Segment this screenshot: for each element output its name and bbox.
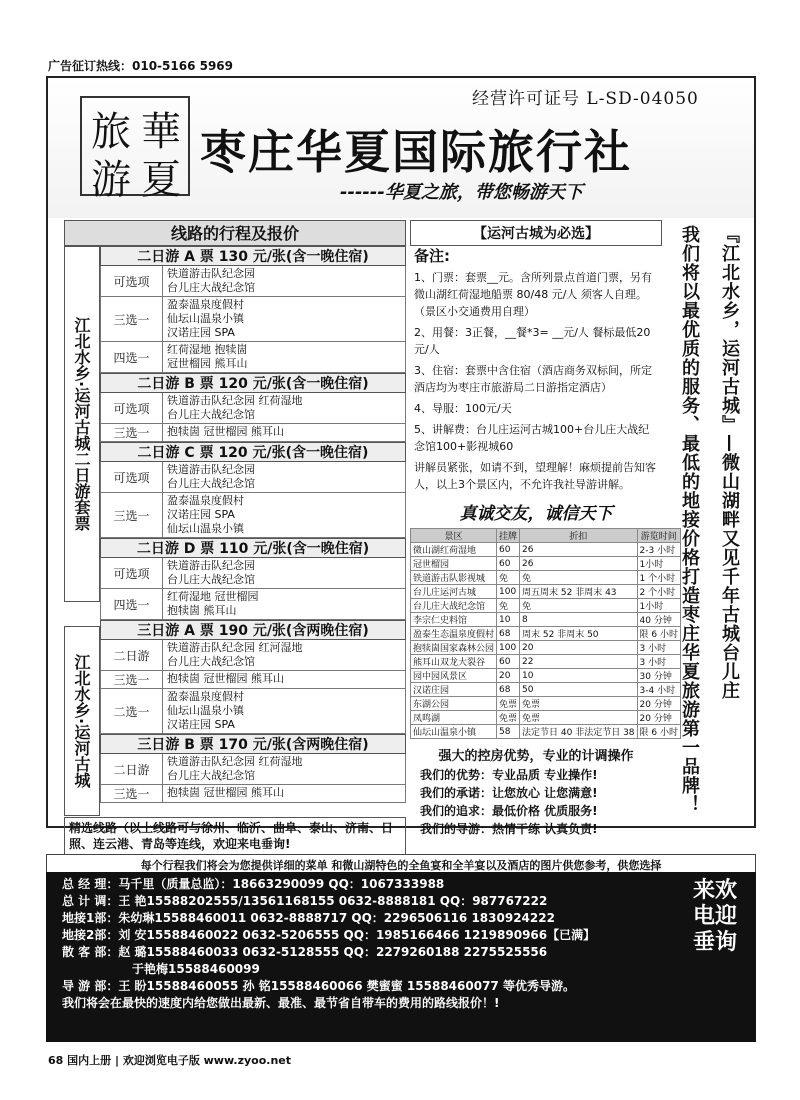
scenic-row [411, 599, 681, 613]
scenic-row [411, 711, 681, 725]
scenic-cell: 东湖公园 [411, 697, 497, 711]
scenic-row [411, 697, 681, 711]
scenic-row [411, 543, 681, 557]
package-row [100, 671, 406, 689]
logo-char: 游 [91, 157, 131, 203]
scenic-cell: 8 [520, 613, 638, 627]
option-type: 二选一 [101, 689, 163, 733]
package-row [100, 493, 406, 538]
contact-panel [46, 872, 756, 1042]
option-sites: 盈泰温泉度假村 仙坛山温泉小镇 汉诺庄园 SPA [167, 298, 244, 339]
package-row [100, 424, 406, 442]
scenic-cell: 汉诺庄园 [411, 683, 497, 697]
scenic-cell: 26 [520, 543, 638, 557]
option-sites: 红荷湿地 冠世榴园 抱犊崮 熊耳山 [167, 590, 259, 617]
contact-line: 散 客 部：赵 璐15588460033 0632-5128555 QQ：2279260188 2275525556 [62, 945, 548, 959]
must-see-head: 【运河古城为必选】 [410, 220, 662, 246]
scenic-cell: 台儿庄大战纪念馆 [411, 599, 497, 613]
option-type: 三选一 [101, 424, 163, 441]
scenic-cell: 1小时 [637, 557, 680, 571]
option-type: 可选项 [101, 393, 163, 423]
option-sites: 盈泰温泉度假村 汉诺庄园 SPA 仙坛山温泉小镇 [167, 494, 244, 535]
advantage-item: 我们的追求：最低价格 优质服务! [420, 804, 598, 818]
package-title: 二日游 C 票 120 元/张(含一晚住宿) [100, 442, 406, 462]
option-type: 可选项 [101, 266, 163, 296]
scenic-cell: 2 个小时 [637, 585, 680, 599]
scenic-cell: 26 [520, 557, 638, 571]
scenic-row [411, 557, 681, 571]
scenic-cell: 100 [497, 641, 520, 655]
package-row [100, 589, 406, 620]
option-type: 二日游 [101, 640, 163, 670]
menu-note: 每个行程我们将会为您提供详细的菜单 和微山湖特色的全鱼宴和全羊宴以及酒店的图片供您参考，供您选择 [46, 854, 756, 876]
scenic-cell: 抱犊崮国家森林公园 [411, 641, 497, 655]
option-sites: 铁道游击队纪念园 台儿庄大战纪念馆 [167, 559, 255, 586]
scenic-cell: 微山湖红荷湿地 [411, 543, 497, 557]
package [100, 620, 406, 734]
scenic-cell: 3 小时 [637, 641, 680, 655]
scenic-cell: 周末 52 非周末 50 [520, 627, 638, 641]
option-sites: 铁道游击队纪念园 红河湿地 台儿庄大战纪念馆 [167, 641, 303, 668]
package-row [100, 754, 406, 785]
scenic-header-cell: 折扣 [520, 529, 638, 543]
scenic-row [411, 627, 681, 641]
scenic-cell: 22 [520, 655, 638, 669]
scenic-cell: 68 [497, 683, 520, 697]
scenic-header-row [411, 529, 681, 543]
company-title: 枣庄华夏国际旅行社 [200, 125, 632, 179]
option-sites: 铁道游击队纪念园 台儿庄大战纪念馆 [167, 267, 255, 294]
scenic-cell: 3-4 小时 [637, 683, 680, 697]
note-item: 讲解员紧张，如请不到，望理解！麻烦提前告知客人，以上3个景区内，不允许我社导游讲解。 [414, 461, 656, 491]
ad-hotline: 广告征订热线：010-5166 5969 [48, 59, 234, 73]
scenic-cell: 60 [497, 557, 520, 571]
scenic-row [411, 683, 681, 697]
option-type: 三选一 [101, 493, 163, 537]
page-footer: 68 国内上册 | 欢迎浏览电子版 www.zyoo.net [48, 1054, 292, 1067]
contact-line: 地接1部：朱幼琳15588460011 0632-8888717 QQ：2296506116 1830924222 [62, 911, 555, 925]
scenic-cell: 2-3 小时 [637, 543, 680, 557]
scenic-header-cell: 景区 [411, 529, 497, 543]
logo [80, 96, 190, 203]
scenic-header-cell: 挂牌 [497, 529, 520, 543]
logo-char: 華 [141, 109, 181, 155]
notes-list [410, 267, 662, 495]
note-item: 3、住宿：套票中含住宿（酒店商务双标间，所定酒店均为枣庄市旅游局二日游指定酒店） [414, 364, 652, 394]
scenic-row [411, 725, 681, 739]
scenic-row [411, 571, 681, 585]
option-sites: 红荷湿地 抱犊崮 冠世榴园 熊耳山 [167, 343, 248, 370]
ask-char: 垂 [692, 930, 715, 955]
advantage-list [410, 766, 662, 838]
note-item: 2、用餐：3正餐，__餐*3= __元/人 餐标最低20元/人 [414, 326, 651, 356]
scenic-cell: 免票 [520, 697, 638, 711]
scenic-cell: 免 [497, 571, 520, 585]
scenic-cell: 3 小时 [637, 655, 680, 669]
scenic-cell: 20 分钟 [637, 697, 680, 711]
option-sites: 抱犊崮 冠世榴园 熊耳山 [167, 672, 284, 685]
slogan: ------华夏之旅，带您畅游天下 [340, 182, 583, 203]
scenic-cell: 20 [497, 669, 520, 683]
scenic-cell: 盈泰生态温泉度假村 [411, 627, 497, 641]
scenic-row [411, 669, 681, 683]
note-item: 4、导服：100元/天 [414, 402, 512, 415]
option-type: 二日游 [101, 754, 163, 784]
license-number: 经营许可证号 L-SD-04050 [472, 89, 699, 109]
package-row [100, 462, 406, 493]
package-row [100, 297, 406, 342]
contact-line: 总 经 理：马千里（质量总监）：18663290099 QQ：1067333988 [62, 877, 445, 891]
scenic-header-cell: 游览时间 [637, 529, 680, 543]
package-title: 三日游 B 票 170 元/张(含两晚住宿) [100, 734, 406, 754]
scenic-cell: 30 分钟 [637, 669, 680, 683]
notes-column [410, 220, 678, 838]
package-row [100, 558, 406, 589]
scenic-cell: 凤鸣湖 [411, 711, 497, 725]
option-type: 可选项 [101, 558, 163, 588]
vertical-slogan-town: 『江北水乡，运河古城』—微山湖畔又见千年古城台儿庄 [719, 225, 740, 700]
scenic-cell: 周五周末 52 非周末 43 [520, 585, 638, 599]
contact-line: 导 游 部：王 盼15588460055 孙 铭15588460066 樊蜜蜜 15588460077 等优秀导游。 [62, 979, 575, 993]
scenic-row [411, 641, 681, 655]
scenic-cell: 60 [497, 543, 520, 557]
table-head: 线路的行程及报价 [64, 220, 406, 246]
option-type: 四选一 [101, 589, 163, 619]
call-us-badge [680, 878, 750, 956]
advantage-item: 我们的导游：热情干练 认真负责! [420, 822, 598, 836]
package-row [100, 342, 406, 373]
contact-line: 于艳梅15588460099 [132, 962, 260, 976]
scenic-cell: 铁道游击队影视城 [411, 571, 497, 585]
ask-char: 欢 [715, 878, 738, 903]
option-sites: 铁道游击队纪念园 红荷湿地 台儿庄大战纪念馆 [167, 755, 303, 782]
option-type: 三选一 [101, 671, 163, 688]
scenic-cell: 台儿庄运河古城 [411, 585, 497, 599]
scenic-cell: 法定节日 40 非法定节日 38 [520, 725, 638, 739]
package-row [100, 266, 406, 297]
option-sites: 铁道游击队纪念园 台儿庄大战纪念馆 [167, 463, 255, 490]
package [100, 373, 406, 442]
advantage-item: 我们的承诺：让您放心 让您满意! [420, 786, 598, 800]
scenic-cell: 50 [520, 683, 638, 697]
scenic-row [411, 655, 681, 669]
ask-char: 电 [692, 904, 715, 929]
scenic-cell: 68 [497, 627, 520, 641]
option-type: 四选一 [101, 342, 163, 372]
package [100, 538, 406, 620]
option-type: 可选项 [101, 462, 163, 492]
scenic-cell: 限 6 小时 [637, 725, 680, 739]
scenic-row [411, 585, 681, 599]
logo-char: 旅 [91, 109, 131, 155]
package-list [64, 246, 406, 803]
contact-line: 地接2部：刘 安15588460022 0632-5206555 QQ：1985166466 1219890966【已满】 [62, 928, 596, 942]
note-item: 5、讲解费：台儿庄运河古城100+台儿庄大战纪念馆100+影视城60 [414, 423, 650, 453]
option-sites: 盈泰温泉度假村 仙坛山温泉小镇 汉诺庄园 SPA [167, 690, 244, 731]
package-row [100, 785, 406, 803]
option-sites: 铁道游击队纪念园 红荷湿地 台儿庄大战纪念馆 [167, 394, 303, 421]
ask-char: 来 [692, 878, 715, 903]
option-type: 三选一 [101, 785, 163, 802]
scenic-cell: 园中园风景区 [411, 669, 497, 683]
motto: 真诚交友，诚信天下 [459, 504, 613, 524]
package-row [100, 640, 406, 671]
scenic-cell: 免票 [497, 697, 520, 711]
scenic-cell: 20 [520, 641, 638, 655]
option-sites: 抱犊崮 冠世榴园 熊耳山 [167, 425, 284, 438]
scenic-cell: 冠世榴园 [411, 557, 497, 571]
package-row [100, 393, 406, 424]
scenic-cell: 限 6 小时 [637, 627, 680, 641]
side-label-3day: 江北水乡·运河古城 [64, 626, 100, 816]
package [100, 246, 406, 373]
option-type: 三选一 [101, 297, 163, 341]
scenic-cell: 60 [497, 655, 520, 669]
scenic-cell: 40 分钟 [637, 613, 680, 627]
package [100, 442, 406, 538]
scenic-cell: 10 [520, 669, 638, 683]
package-title: 二日游 A 票 130 元/张(含一晚住宿) [100, 246, 406, 266]
package-title: 二日游 B 票 120 元/张(含一晚住宿) [100, 373, 406, 393]
scenic-cell: 100 [497, 585, 520, 599]
package [100, 734, 406, 803]
package-title: 二日游 D 票 110 元/张(含一晚住宿) [100, 538, 406, 558]
route-tip: 精选线路（以上线路可与徐州、临沂、曲阜、泰山、济南、日照、连云港、青岛等连线，欢迎来电垂询! [64, 817, 406, 855]
scenic-cell: 熊耳山双龙大裂谷 [411, 655, 497, 669]
option-sites: 抱犊崮 冠世榴园 熊耳山 [167, 786, 284, 799]
scenic-cell: 1小时 [637, 599, 680, 613]
scenic-cell: 免票 [497, 711, 520, 725]
contact-line: 我们将会在最快的速度内给您做出最新、最准、最节省自带车的费用的路线报价！! [62, 996, 500, 1010]
scenic-cell: 1 个小时 [637, 571, 680, 585]
advantage-title: 强大的控房优势，专业的计调操作 [438, 749, 634, 764]
scenic-cell: 免 [520, 571, 638, 585]
itinerary-table [64, 220, 406, 803]
side-label-2day: 江北水乡·运河古城二日游套票 [64, 246, 100, 602]
scenic-cell: 仙坛山温泉小镇 [411, 725, 497, 739]
logo-char: 夏 [141, 157, 181, 203]
notes-title: 备注: [414, 247, 450, 265]
ask-char: 迎 [715, 904, 738, 929]
scenic-table [410, 528, 681, 739]
scenic-cell: 免 [520, 599, 638, 613]
package-row [100, 689, 406, 734]
vertical-slogan-brand: 我们将以最优质的服务、最低的地接价格打造枣庄华夏旅游第一品牌！ [679, 225, 700, 814]
advantage-item: 我们的优势：专业品质 专业操作! [420, 768, 598, 782]
note-item: 1、门票：套票__元。含所列景点首道门票，另有微山湖红荷湿地船票 80/48 元/人 须客人自理。（景区小交通费用自理） [414, 271, 652, 318]
package-title: 三日游 A 票 190 元/张(含两晚住宿) [100, 620, 406, 640]
scenic-cell: 58 [497, 725, 520, 739]
scenic-cell: 20 分钟 [637, 711, 680, 725]
ask-char: 询 [715, 930, 738, 955]
scenic-cell: 10 [497, 613, 520, 627]
scenic-cell: 李宗仁史料馆 [411, 613, 497, 627]
scenic-cell: 免票 [520, 711, 638, 725]
contact-line: 总 计 调：王 艳15588202555/13561168155 0632-8888181 QQ：987767222 [62, 894, 548, 908]
scenic-row [411, 613, 681, 627]
scenic-cell: 免 [497, 599, 520, 613]
